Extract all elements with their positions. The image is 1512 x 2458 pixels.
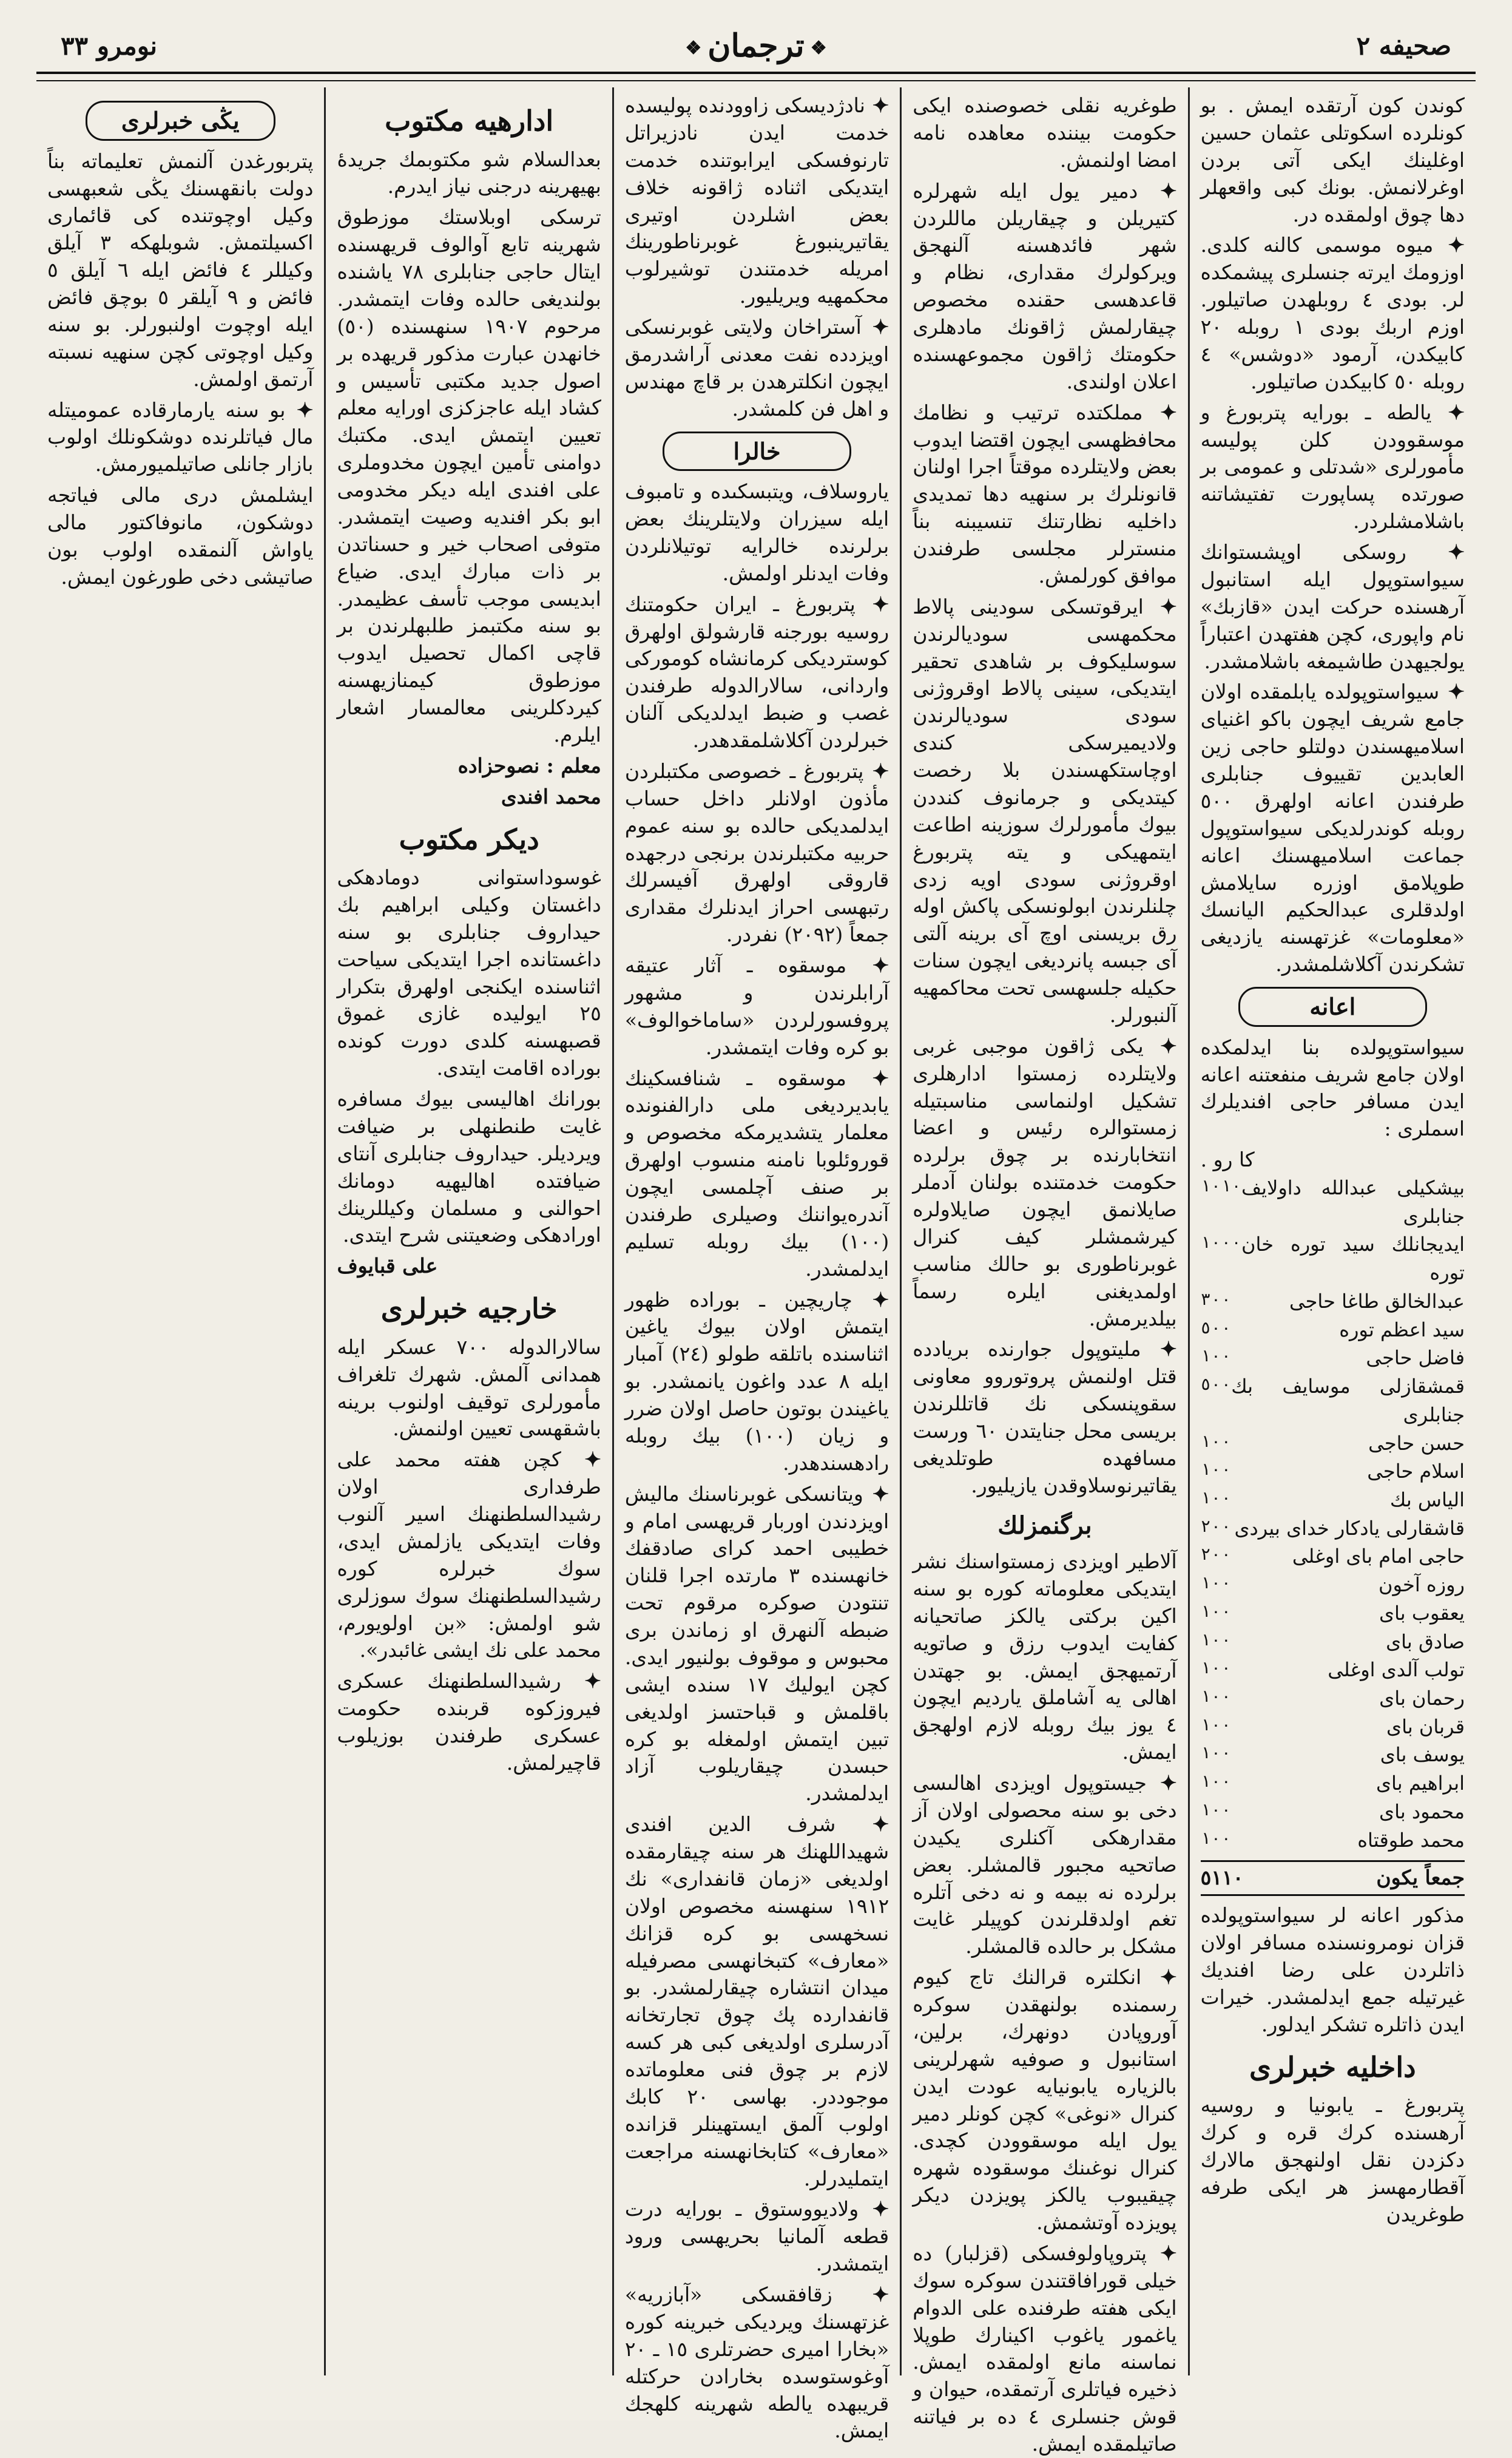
article-paragraph: ✦ ميوه موسمى كالنه كلدى. اوزومك ايرته جنسلرى پيشمكده لر. بودى ٤ روبلهدن صاتيلور. اوزم اربك بودى ١ روبله ٢٠ كابيكدن، آرمود «دوشس» ٤ روبله ٥٠ كابيكدن صاتيلور. — [1201, 232, 1465, 395]
donation-row — [1201, 1457, 1465, 1486]
donation-row — [1201, 1826, 1465, 1855]
article-paragraph: ✦ شرف الدين افندى شهيداللهنك هر سنه چيقارمقده اولديغى «زمان قانفدارى» نك ١٩١٢ سنهسنه مخصوص اولان نسخهسى بو كره قزانك «معارف» كتبخانهسى مصرفيله ميدان انتشاره چيقارلمشدر. بو قانفدارده پك چوق تجارتخانه آدرسلرى اولديغى كبى هر كسه لازم بر چوق فنى معلوماتده موجوددر. بهاسى ٢٠ كابك اولوب آلمق ايستهينلر قزانده «معارف» كتابخانهسنه مراجعت ايتمليدرلر. — [625, 1811, 889, 2192]
article-paragraph: طوغريه نقلى خصوصنده ايكى حكومت بيننده معاهده نامه امضا اولنمش. — [913, 93, 1177, 172]
donation-row — [1201, 1713, 1465, 1741]
article-paragraph: ✦ دمير يول ايله شهرلره كتيريلن و چيقاريلن ماللردن شهر فائدهسنه آلنهجق ويركولرك مقدارى، نظام و قاعدهسى حقنده مخصوص چيقارلمش ژاقونك مادهلرى حكومتك ژاقون مجموعهسنده اعلان اولندى. — [913, 178, 1176, 396]
article-paragraph: ✦ زقافقسكى «آبازريه» غزتهسنك ويرديكى خبرينه كوره «بخارا اميرى حضرتلرى ١٥ ـ ٢٠ آوغوستوسده بخارادن حركتله قريبهده يالطه شهرينه كلهجك ايمش. — [625, 2281, 889, 2445]
donation-row — [1201, 1656, 1465, 1684]
donation-amount: ٥٠٠ — [1200, 1374, 1232, 1395]
masthead-rule — [36, 72, 1476, 81]
donation-amount: ١٠٠ — [1200, 1742, 1232, 1763]
signature: معلم : نصوحزاده — [457, 753, 601, 777]
donation-amount: ١٠٠ — [1200, 1827, 1232, 1848]
donation-row — [1201, 1542, 1465, 1571]
donation-row — [1201, 1372, 1465, 1429]
donation-total-amount: ٥١١٠ — [1200, 1866, 1244, 1890]
column-5 — [36, 87, 324, 2375]
donation-list — [1201, 1174, 1465, 1854]
article-paragraph: ✦ پتروپاولوفسكى (قزلبار) ده خيلى قورافاقتندن سوكره سوك ايكى هفته طرفنده على الدوام ياغمور ياغوب اكينارك طوپلا نماسنه مانع اولمقده ايمش. ذخيره فياتلرى آرتمقده، حيوان و قوش جنسلرى ٤ ده بر فياتنه صاتيلمقده ايمش. — [913, 2240, 1176, 2458]
article-paragraph: ✦ مملكتده ترتيب و نظامك محافظهسى ايچون اقتضا ايدوب بعض ولايتلرده موقتاً اجرا اولنان قانونلرك بر سنهيه دها تمديدى داخليه نظارتنك تنسيبنه بناً منسترلر مجلسى طرفندن موافق كورلمش. — [913, 399, 1176, 590]
donation-amount: ٣٠٠ — [1200, 1288, 1232, 1309]
article-paragraph: ✦ كچن هفته محمد على طرفدارى اولان رشيدالسلطنهنك اسير آلنوب وفات ايتديكى يازلمش ايدى، سوك خبرلره كوره رشيدالسلطنهنك سوك سوزلرى شو اولمش: «بن اولويورم، محمد على نك ايشى غائبدر». — [337, 1446, 601, 1664]
article-paragraph: كوندن كون آرتقده ايمش . بو كونلرده اسكوتلى عثمان حسين اوغلينك ايكى آتى بردن اوغرلانمش. بونك كبى واقعهلر دها چوق اولمقده در. — [1200, 93, 1465, 226]
donation-row — [1201, 1769, 1465, 1798]
donation-amount: ٢٠٠ — [1200, 1515, 1232, 1536]
donor-name: اسلام حاجى — [1367, 1460, 1465, 1483]
donor-name: محمود باى — [1379, 1799, 1465, 1823]
section-heading-other-letter: ديكر مكتوب — [399, 822, 539, 856]
article-paragraph: ترسكى اوبلاستك موزطوق شهرينه تابع آوالوف قريهسنده ايتال حاجى جنابلرى ٧٨ ياشنده بولنديغى حالده وفات ايتمشدر. مرحوم ١٩٠٧ سنهسنده (٥٠) خانهدن عبارت مذكور قريهده بر اصول جديد مكتبى تأسيس و كشاد ايله عاجزكزى اورايه معلم تعيين ايتمش ايدى. مكتبك دوامنى تأمين ايچون مخدوملرى على افندى ايله ديكر مخدومى ابو بكر افنديه وصيت ايتمشدر. متوفى اصحاب خير و حسناتدن بر ذات مبارك ايدى. ضياع ابديسى موجب تأسف عظيمدر. بو سنه مكتبمز طلبهلرندن بر قاچى اكمال تحصيل ايدوب موزطوق كيمنازيهسنه كيردكلرينى معالمسار اشعار ايلرم. — [337, 205, 601, 747]
donor-name: عبدالخالق طاغا حاجى — [1289, 1289, 1465, 1313]
donation-row — [1201, 1571, 1465, 1599]
article-paragraph: آلاطير اويزدى زمستواسنك نشر ايتديكى معلوماته كوره بو سنه اكين بركتى يالكز صاتحيانه كفايت ايدوب رزق و صاتويه آرتميهجق ايمش. بو جهتدن اهالى يه آشاملق يارديم ايچون ٤ يوز بيك روبله لازم اولهجق ايمش. — [913, 1549, 1177, 1764]
signature: على قبايوف — [337, 1254, 438, 1278]
article-paragraph: ✦ انكلتره قرالنك تاج كيوم رسمنده بولنهقدن سوكره آوروپادن دونهرك، برلين، استانبول و صوفيه شهرلرينى بالزياره يابونيايه عودت ايدن كنرال «نوغى» كچن كونلر دمير يول ايله موسقوودن كچدى. كنرال نوغىنك موسقوده شهره چيقيبوب يالكز پويزدن ديكر پويزده آوتشمش. — [913, 1964, 1176, 2236]
donor-name: حسن حاجى — [1368, 1431, 1465, 1455]
donation-row — [1201, 1174, 1465, 1230]
article-paragraph: پتربورغدن آلنمش تعليماته بناً دولت بانقهسنك يڭى شعبهسى وكيل اوچوتنده كى قائمارى اكسيلتمش. شوبلهكه ٣ آيلق وكيللر ٤ فائض ايله ٦ آيلق ٥ فائض و ٩ آيلقر ٥ بوچق فائض ايله اوچوت اولنبورلر. بو سنه وكيل اوچوتى كچن سنهيه نسبته آرتمق اولمش. — [47, 149, 314, 391]
donation-row — [1201, 1599, 1465, 1628]
article-paragraph: ياروسلاف، ويتبسكىده و تامبوف ايله سيزران ولايتلرينك بعض برلرنده خالرايه توتيلانلردن وفات ايدنلر اولمش. — [624, 479, 889, 585]
donation-total — [1201, 1860, 1465, 1896]
donation-amount: ١٠٠ — [1200, 1600, 1232, 1621]
issue-number: نومرو ٣٣ — [61, 30, 158, 61]
article-paragraph: بورانك اهاليسى بيوك مسافره غايت طنطنهلى بر ضيافت ويرديلر. حيداروف جنابلرى آنتاى ضيافتده اهاليهيه دومانك احوالنى و مسلمان وكيللرينك اورادهكى وضعيتنى شرح ايتدى. — [337, 1087, 601, 1247]
article-paragraph: ✦ جيستوپول اويزدى اهالىسى دخى بو سنه محصولى اولان آز مقدارهكى آكنلرى يكيدن صاتحيه مجبور قالمشلر. بعض برلرده نه بيمه و نه دخى آتلره تغم اولدقلرندن كوپيلر غايت مشكل بر حالده قالمشلر. — [913, 1770, 1176, 1960]
masthead — [36, 24, 1476, 67]
donor-name: قربان باى — [1386, 1715, 1465, 1738]
donor-name: محمد طوقتاه — [1357, 1828, 1465, 1852]
donation-amount: ١٠٠ — [1200, 1459, 1232, 1480]
donation-amount: ١٠٠ — [1200, 1657, 1232, 1678]
donor-name: روزه آخون — [1379, 1573, 1465, 1597]
donor-name: يوسف باى — [1380, 1743, 1465, 1767]
donation-amount: ١٠٠ — [1200, 1430, 1232, 1451]
article-paragraph: ✦ ايرقوتسكى سودينى پالاط محكمهسى سوديالرندن سوسليكوف بر شاهدى تحقير ايتديكى، سينى پالاط اوقروژنى سودى سوديالرندن ولاديميرسكى كندى اوچاستكهسندن بلا رخصت كيتديكى و جرمانوف كنددن بيوك مأمورلرك سوزينه اطاعت ايتمهيكى و يته پتربورغ اوقروژنى سودى اويه زدى چلنلرندن ابولونسكى پاكش اوله رق بريسنى اوچ آى برينه آلتى آى جبسه پانرديغى ايچون سنات حكيله جلسهسى تحت محاكمهيه آلنبورلر. — [913, 594, 1176, 1029]
donor-name: صادق باى — [1386, 1630, 1465, 1653]
donation-row — [1201, 1344, 1465, 1372]
donation-amount: ٢٠٠ — [1200, 1544, 1232, 1565]
article-paragraph: ✦ سيواستوپولده يابلمقده اولان جامع شريف ايچون باكو اغنياى اسلاميهسندن دولتلو حاجى زين العابدين تقييوف جنابلرى طرفندن اعانه اولهرق ٥٠٠ روبله كوندرلديكى سيواستوپول جماعت اسلاميهسنك اعانه طوپلامق اوزره سايلامش اولدقلرى عبدالحكيم اليانسك «معلومات» غزتهسنه يازديغى تشكرندن آكلاشلمشدر. — [1201, 679, 1465, 978]
donation-amount: ١٠٠ — [1200, 1714, 1232, 1735]
article-paragraph: ✦ نادژديسكى زاوودنده پوليسده خدمت ايدن نادزيراتل تارنوفسكى ايرابوتنده خدمت ايتديكى اثناده ژاقونه خلاف بعض اشلردن اوتيرى يقاتيرينبورغ غوبرناطورينك امريله خدمتندن توشيرلوب محكمهيه ويريليور. — [625, 92, 889, 310]
donation-row — [1201, 1429, 1465, 1458]
donation-row — [1201, 1628, 1465, 1656]
article-paragraph: ✦ موسقوه ـ آثار عتيقه آرابلرندن و مشهور پروفسورلردن «ساماخوالوف» بو كره وفات ايتمشدر. — [625, 952, 889, 1061]
donor-name: حاجى امام باى اوغلى — [1292, 1545, 1465, 1568]
section-heading-new-news: يڭى خبرلرى — [86, 101, 275, 141]
article-paragraph: ✦ ويتانسكى غوبرناسنك ماليش اويزدندن اوربار قريهسى امام و خطيبى احمد كراى صادقفك خانهسنده ٣ مارتده اجرا قلنان تنتودن صوكره مرقوم تحت ضبطه آلنهرق او زماندن برى محبوس و موقوف بولنيور ايدى. كچن ايوليك ١٧ سنده ايشى باقلمش و قباحتسز اولديغى تبين ايتمش اولمغله بو كره حبسدن چيقاريلوب آزاد ايدلمشدر. — [625, 1481, 889, 1808]
article-paragraph: ✦ پتربورغ ـ خصوصى مكتبلردن مأذون اولانلر داخل حساب ايدلمديكى حالده بو سنه عموم حربيه مكتبلرندن برنجى درجهده قاروقى اولهرق آفيسرلك رتبهسى احراز ايدنلرك مقدارى جمعاً (٢٠٩٢) نفردر. — [625, 758, 889, 949]
donation-row — [1201, 1230, 1465, 1287]
donation-row — [1201, 1287, 1465, 1316]
column-1 — [1188, 87, 1476, 2375]
donation-row — [1201, 1684, 1465, 1713]
article-paragraph: غوسوداستوانى دومادهكى داغستان وكيلى ابراهيم بك حيداروف جنابلرى بو سنه داغستانده اجرا ايتديكى سياحت اثناسنده ايكنجى اولهرق بتكرار ٢٥ ايوليده غازى غموق قصبهسنه كلدى دورت كونده بوراده اقامت ايتدى. — [337, 865, 601, 1080]
donor-name: رحمان باى — [1379, 1686, 1465, 1710]
donation-amount: ١٠٠٠ — [1200, 1232, 1242, 1253]
donor-name: فاضل حاجى — [1366, 1346, 1465, 1370]
article-paragraph: ✦ پتربورغ ـ ايران حكومتنك روسيه بورجنه قارشولق اولهرق كوسترديكى كرمانشاه كوموركى واردانى، سالارالدوله طرفندن غصب و ضبط ايدلديكى آلنان خبرلردن آكلاشلمقدهدر. — [625, 591, 889, 754]
column-2 — [900, 87, 1187, 2456]
article-paragraph: ايشلمش درى مالى فياتجه دوشكون، مانوفاكتور مالى ياواش آلنمقده اولوب بون صاتيشى دخى طورغون ايمش. — [47, 483, 314, 589]
donation-amount: ٥٠٠ — [1200, 1317, 1232, 1338]
donor-name: يعقوب باى — [1379, 1601, 1465, 1625]
donation-row — [1201, 1798, 1465, 1826]
donation-amount: ١٠٠ — [1200, 1573, 1232, 1593]
donor-name: سيد اعظم توره — [1339, 1318, 1465, 1341]
article-paragraph: ✦ بو سنه يارمارقاده عموميتله مال فياتلرنده دوشكونلك اولوب بازار جانلى صاتيلميورمش. — [47, 397, 313, 479]
donation-intro: سيواستوپولده بنا ايدلمكده اولان جامع شريف منفعتنه اعانه ايدن مسافر حاجى افنديلرك اسملرى : — [1200, 1035, 1465, 1141]
article-paragraph: بعدالسلام شو مكتوبمك جريدهٔ بهيهرينه درجنى نياز ايدرم. — [337, 147, 601, 198]
donor-name: الياس بك — [1389, 1488, 1465, 1511]
article-paragraph: ✦ رشيدالسلطنهنك عسكرى فيروزكوه قربنده حكومت عسكرى طرفندن بوزيلوب قاچيرلمش. — [337, 1668, 601, 1777]
donor-name: بيشكيلى عبدالله داولايف جنابلرى — [1241, 1176, 1465, 1228]
donor-name: ابراهيم باى — [1375, 1772, 1465, 1795]
section-heading-khalra: خالرا — [663, 432, 851, 472]
column-3 — [612, 87, 900, 2443]
article-paragraph: ✦ يكى ژاقون موجبى غربى ولايتلرده زمستوا ادارهلرى تشكيل اولنماسى مناسبتيله زمستوالره رئيس و اعضا انتخابارنده بر چوق برلرده حكومت خدمتنده بولنان آدملر صايلانمق ايچون صايلاولره كيرشمشلر كيف كنرال غوبرناطورى بو حالك مناسب اولمديغنى ايلره رسماً بيلديرمش. — [913, 1033, 1176, 1333]
article-paragraph: ✦ آستراخان ولايتى غوبرنسكى اويزدده نفت معدنى آراشدرمق ايچون انكلترهدن بر قاچ مهندس و اهل فن كلمشدر. — [625, 314, 889, 423]
donor-name: ايديجانلك سيد توره خان توره — [1241, 1233, 1465, 1285]
donation-amount: ١٠٠ — [1200, 1346, 1232, 1366]
donation-total-label: جمعاً يكون — [1376, 1866, 1465, 1890]
donor-name: قمشقازلى موسايف بك جنابلرى — [1231, 1375, 1465, 1426]
donation-amount: ١٠٠ — [1200, 1685, 1232, 1706]
article-paragraph: ✦ مليتوپول جوارنده بريادده قتل اولنمش پروتوروو معاونى سقوپنسكى نك قاتللرندن بريسى محل جنايتدن ٦٠ ورست مسافهده طوتلديغى يقاتيرنوسلاوقدن يازيليور. — [913, 1336, 1176, 1499]
donation-amount: ١٠٠ — [1200, 1799, 1232, 1820]
donation-row — [1201, 1316, 1465, 1344]
section-heading-kharijiye: خارجيه خبرلرى — [380, 1292, 558, 1325]
donation-row — [1201, 1514, 1465, 1543]
page-number: صحيفه ٢ — [1356, 30, 1451, 61]
donor-name: قاشقارلى يادكار خداى بيردى — [1234, 1516, 1465, 1540]
article-paragraph: سالارالدوله ٧٠٠ عسكر ايله همدانى آلمش. شهرك تلغراف مأمورلرى توقيف اولنوب برينه باشقهسى تعيين اولنمش. — [337, 1335, 601, 1441]
donation-row — [1201, 1486, 1465, 1514]
article-paragraph: ✦ موسقوه ـ شنافسكينك يابديرديغى ملى دارالفنونده معلمار يتشديرمكه مخصوص و قوروئلوبا نامنه منسوب اولهرق بر صنف آچلمسى ايچون آندرەيواننك وصيلرى طرفندن (١٠٠) بيك روبله تسليم ايدلمشدر. — [625, 1065, 889, 1283]
article-paragraph: ✦ چاريچين ـ بوراده ظهور ايتمش اولان بيوك ياغين اثناسنده باتلقه طولو (٢٤) آمبار ايله ٨ عدد واغون يانمشدر. بو ياغيندن بوتون حاصل اولان ضرر و زيان (١٠٠) بيك روبله رادهسندهدر. — [625, 1287, 889, 1477]
section-heading-letter: ادارهيه مكتوب — [385, 104, 554, 137]
column-4 — [324, 87, 612, 2375]
donation-amount: ١٠١٠ — [1200, 1176, 1242, 1196]
donation-row — [1201, 1741, 1465, 1769]
donor-name: تولب آلدى اوغلى — [1328, 1658, 1465, 1682]
article-paragraph: ✦ ولاديووستوق ـ بورايه درت قطعه آلمانيا بحريهسى ورود ايتمشدر. — [625, 2196, 889, 2278]
article-paragraph: ✦ يالطه ـ بورايه پتربورغ و موسقوودن كلن پوليسه مأمورلرى «شدتلى و عمومى بر صورتده پساپورت تفتيشاتنه باشلامشلردر. — [1201, 399, 1465, 535]
columns — [36, 87, 1476, 2456]
donation-currency-header: كا رو . — [1200, 1148, 1255, 1172]
section-heading-birkdenzlik: برگنمزلك — [997, 1511, 1092, 1540]
donation-amount: ١٠٠ — [1200, 1487, 1232, 1508]
section-heading-dakhiliye: داخليه خبرلرى — [1249, 2050, 1416, 2084]
signature: محمد افندى — [501, 784, 601, 808]
article-paragraph: ✦ روسكى اوپشستوانك سيواستوپول ايله استانبول آرهسنده حركت ايدن «قازبك» نام واپورى، كچن هفتهدن اعتباراً يولجيهدن طاشيمغه باشلامشدر. — [1201, 539, 1465, 675]
article-paragraph: مذكور اعانه لر سيواستوپولده قزان نومرونسنده مسافر اولان ذاتلردن على رضا افنديك غيرتيله جمع ايدلمشدر. خيرات ايدن ذاتلره تشكر ايدلور. — [1200, 1903, 1465, 2036]
section-heading-aane: اعانه — [1238, 987, 1427, 1027]
newspaper-title: ❖ ترجمان ❖ — [679, 27, 832, 64]
donation-amount: ١٠٠ — [1200, 1629, 1232, 1650]
article-paragraph: پتربورغ ـ يابونيا و روسيه آرهسنده كرك قره و كرك دكزدن نقل اولنهجق مالارك آقطارمهسز هر ايكى طرفه طوغريدن — [1200, 2093, 1465, 2226]
donation-amount: ١٠٠ — [1200, 1771, 1232, 1792]
